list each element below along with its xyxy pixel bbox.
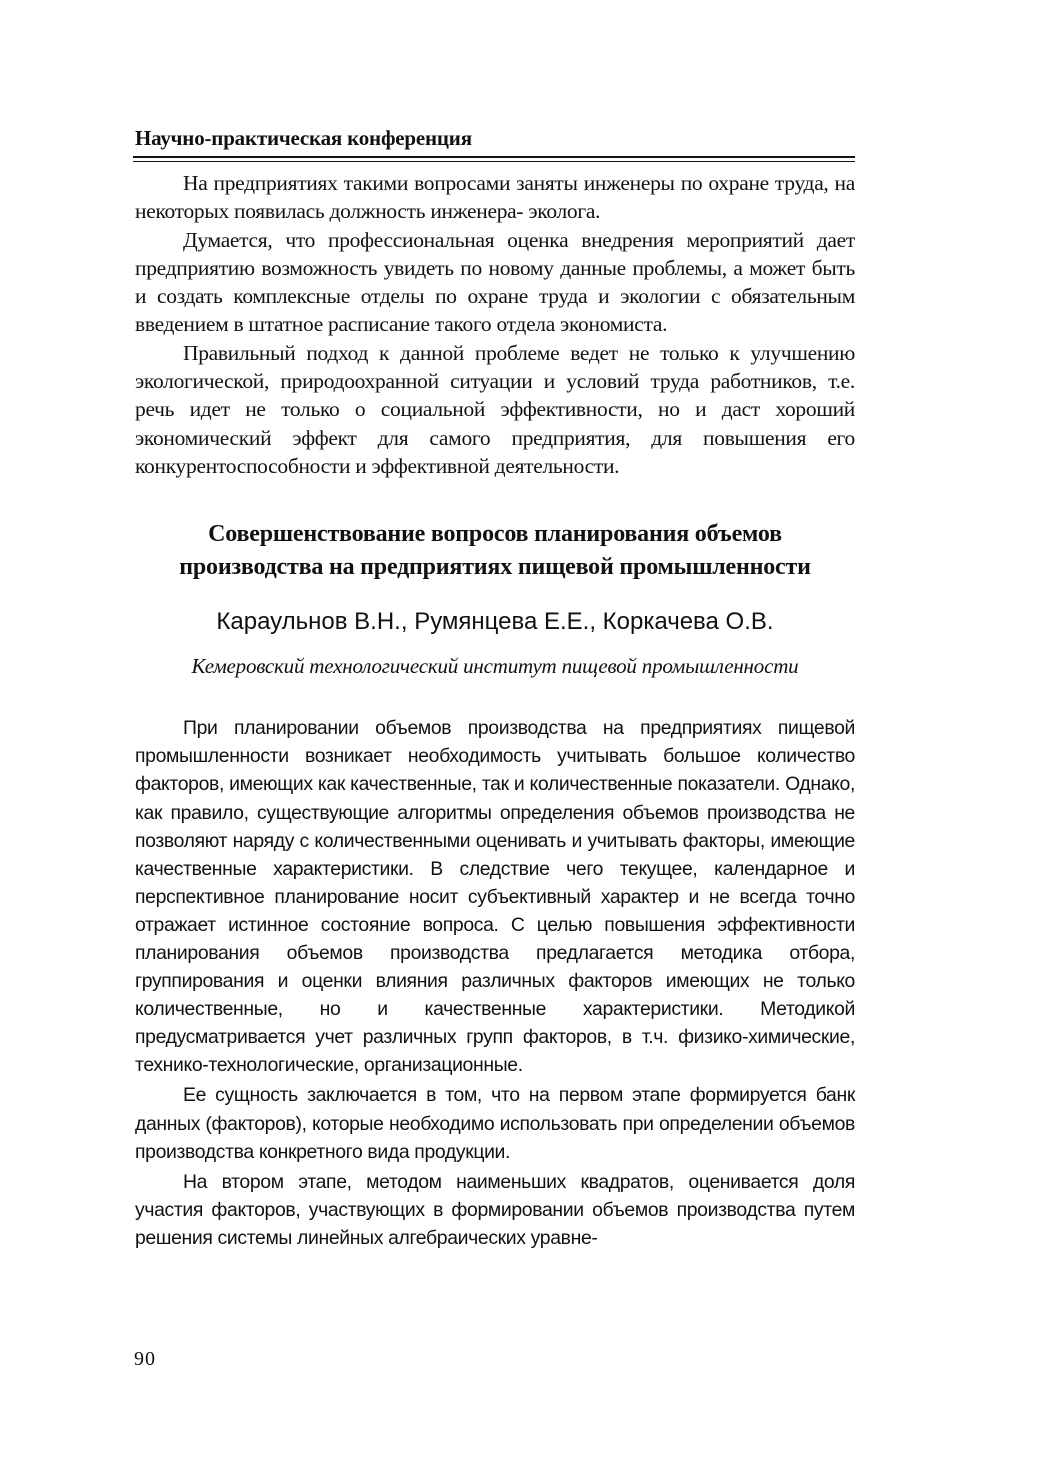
intro-paragraph: Правильный подход к данной проблеме ведет не только к улучшению экологической, природоохранной ситуации и условий труда работников, т.е. речь идет не только о социальной эффективности, но и даст хороший экономический эффект для самого предприятия, для повышения его конкурентоспособности и эффективной деятельности. (135, 340, 855, 478)
running-header: Научно-практическая конференция (135, 126, 472, 150)
page-content (135, 169, 855, 1252)
body-spacer (135, 680, 855, 714)
header-rule-thick (133, 156, 855, 158)
body-paragraph: На втором этапе, методом наименьших квадратов, оценивается доля участия факторов, участвующих в формировании объемов производства путем решения системы линейных алгебраических уравне- (135, 1170, 855, 1249)
header-rule-thin (133, 161, 855, 162)
article-affiliation: Кемеровский технологический институт пищевой промышленности (191, 654, 799, 679)
article-title-line: Совершенствование вопросов планирования объемов (208, 521, 782, 548)
intro-paragraph: Думается, что профессиональная оценка внедрения мероприятий дает предприятию возможность увидеть по новому данные проблемы, а может быть и создать комплексные отделы по охране труда и экологии с обязательным введением в штатное расписание такого отдела экономиста. (135, 227, 855, 337)
body-paragraph: При планировании объемов производства на предприятиях пищевой промышленности возникает необходимость учитывать большое количество факторов, имеющих как качественные, так и количественные показатели. Однако, как правило, существующие алгоритмы определения объемов производства не позволяют наряду с количественными оценивать и учитывать факторы, имеющие качественные характеристики. В следствие чего текущее, календарное и перспективное планирование носит субъективный характер и не всегда точно отражает истинное состояние вопроса. С целью повышения эффективности планирования объемов производства предлагается методика отбора, группирования и оценки влияния различных факторов имеющих не только количественные, но и качественные характеристики. Методикой предусматривается учет различных групп факторов, в т.ч. физико-химические, технико-технологические, организационные. (135, 717, 855, 1077)
article-title (135, 518, 855, 584)
article-authors: Караульнов В.Н., Румянцева Е.Е., Коркачева О.В. (216, 608, 774, 636)
article-title-line: производства на предприятиях пищевой промышленности (179, 554, 811, 581)
page-number: 90 (134, 1348, 156, 1370)
body-paragraph: Ее сущность заключается в том, что на первом этапе формируется банк данных (факторов), которые необходимо использовать при определении объемов производства конкретного вида продукции. (135, 1084, 855, 1163)
section-spacer (135, 480, 855, 518)
intro-paragraph: На предприятиях такими вопросами заняты инженеры по охране труда, на некоторых появилась должность инженера- эколога. (135, 171, 855, 224)
